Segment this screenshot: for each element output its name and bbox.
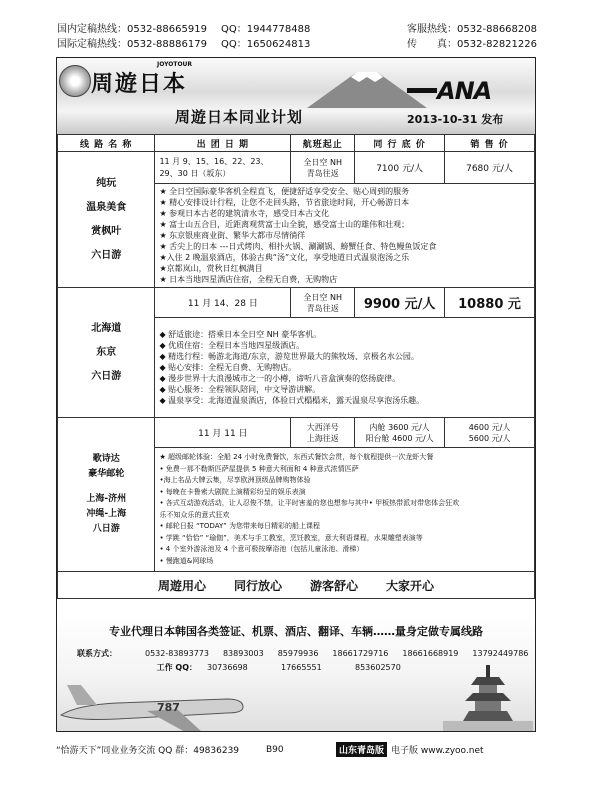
route1-dates: 11 月 9、15、16、22、23、29、30 日（坂东）	[155, 152, 291, 184]
table-header	[58, 135, 535, 152]
route1-details: ★ 全日空国际豪华客机全程直飞，便捷舒适享受安全、贴心周到的服务 ★ 精心安排设计行程，让您不走回头路，节省旅途时间，开心畅游日本 ★ 参观日本古老的建筑清水寺，感受日本古文化 ★ 富士山五合目，近距离观赏富士山全貌，感受富士山的雄伟和壮观； ★ 东京银座商业街、繁华大都市尽情徜徉 ★ 舌尖上的日本 ---日式烤肉、相扑火锅、涮涮锅、螃蟹任食、特色鳗鱼饭定食 ★入住 2 晚温泉酒店，体验古典“汤”文化，享受地道日式温泉泡汤之乐 ★京都岚山，赏秋日红枫满目 ★ 日本当地四星酒店住宿，全程无自费，无购物店	[155, 184, 535, 288]
route2-sale-price: 10880 元	[445, 288, 535, 318]
route2-name: 北海道 东京 六日游	[58, 288, 155, 418]
route3-dates: 11 月 11 日	[155, 418, 291, 448]
logo-sub: JOYOTOUR	[157, 61, 193, 68]
intl-hotline: 国际定稿热线：0532-88886179	[57, 39, 207, 50]
route1-flight: 全日空 NH 青岛往返	[291, 152, 355, 184]
publish-date: 2013-10-31 发布	[407, 113, 504, 126]
logo	[59, 61, 199, 107]
table-row	[58, 418, 535, 448]
publication-edition: 山东青岛版	[336, 742, 387, 757]
services-line: 专业代理日本韩国各类签证、机票、酒店、翻译、车辆……量身定做专属线路	[109, 625, 483, 638]
header-route: 线 路 名 称	[58, 135, 155, 152]
route1-name: 纯玩 温泉美食 赏枫叶 六日游	[58, 152, 155, 288]
route3-details: ★ 超级邮轮体验：全船 24 小时免费餐饮，东西式餐饮会贯，每个航程提供一次龙虾大餐 • 免费一那不勒斯匹萨屋提供 5 种意大利面和 4 种意式浓情匹萨 •海上名品大牌云集，尽享欧洲顶级品牌购物体验 • 每晚在卡鲁索大剧院上演精彩纷呈的娱乐表演 • 各式互动游戏活动，让人忍俊不禁，让平时害羞的您也想参与其中• 甲板热带派对带您体会狂欢 乐不知众乐的意式狂欢 • 邮轮日报 “TODAY” 为您带来每日精彩的船上课程 • 学跳 “恰恰” “瑜伽”，美术与手工教室，烹饪教室，意大利语课程，水果雕塑表演等 • 4 个室外游泳池及 4 个意可极按摩浴池（包括儿童泳池、滑梯） • 慢跑道&网球场	[155, 448, 535, 572]
slogan-2: 同行放心	[233, 578, 282, 593]
airplane-icon	[57, 675, 247, 732]
slogan-1: 周遊用心	[157, 578, 206, 593]
page-number: B90	[266, 744, 284, 755]
plane-text: 787	[157, 701, 180, 714]
banner	[57, 58, 535, 134]
route2-flight: 全日空 NH 青岛往返	[291, 288, 355, 318]
qq-1: QQ：1944778488	[220, 24, 311, 35]
hotlines	[57, 22, 537, 52]
ana-logo: ANA	[437, 77, 492, 105]
slogan-3: 游客舒心	[310, 578, 359, 593]
plan-title: 周遊日本同业计划	[175, 108, 304, 126]
ad-frame	[56, 57, 536, 732]
fax-line: 传 真：0532-82821226	[407, 39, 537, 50]
qq-2: QQ：1650624813	[220, 39, 311, 50]
route3-name: 歌诗达 豪华邮轮 上海-济州 冲绳-上海 八日游	[58, 418, 155, 572]
domestic-hotline: 国内定稿热线：0532-88665919	[57, 24, 207, 35]
contact-info: 联系方式： 0532-83893773 83893003 85979936 18661729716 18661668919 13792449786 工作 QQ： 30736698 17665551 853602570	[77, 649, 529, 672]
qq-group: “恰游天下”同业业务交流 QQ 群：49836239	[56, 746, 240, 756]
mount-fuji-icon	[307, 64, 427, 108]
header-dates: 出 团 日 期	[155, 135, 291, 152]
footer	[56, 742, 536, 757]
slogan-4: 大家开心	[386, 578, 435, 593]
pagoda-icon	[443, 661, 533, 732]
route1-trade-price: 7100 元/人	[355, 152, 445, 184]
bottom-section	[57, 617, 535, 732]
table-row	[58, 288, 535, 318]
table-row	[58, 152, 535, 184]
logo-text: 周遊日本	[91, 71, 188, 97]
route3-trade-price: 内舱 3600 元/人 阳台舱 4600 元/人	[355, 418, 445, 448]
header-flight: 航班起止	[291, 135, 355, 152]
route2-details: ◆ 舒适旅途：搭乘日本全日空 NH 豪华客机。 ◆ 优质住宿：全程日本当地四星级酒店。 ◆ 精选行程：畅游北海道/东京，游览世界最大的熊牧场、京极名水公园。 ◆ 贴心安排：全程无自费、无购物店。 ◆ 漫步世界十大浪漫城市之一的小樽，谛听八音盒演奏的悠扬旋律。 ◆ 贴心服务：全程领队陪同，中文导游讲解。 ◆ 温泉享受：北海道温泉酒店，体验日式榻榻米，露天温泉尽享泡汤乐趣。	[155, 318, 535, 418]
slogan-row	[58, 572, 535, 599]
route3-sale-price: 4600 元/人 5600 元/人	[445, 418, 535, 448]
ana-stripe	[407, 88, 437, 93]
header-sale-price: 销 售 价	[445, 135, 535, 152]
customer-hotline: 客服热线：0532-88668208	[407, 24, 537, 35]
route2-dates: 11 月 14、28 日	[155, 288, 291, 318]
itinerary-table	[57, 134, 535, 599]
sakura-icon	[59, 65, 91, 97]
header-trade-price: 同 行 底 价	[355, 135, 445, 152]
route1-sale-price: 7680 元/人	[445, 152, 535, 184]
route3-ship: 大西洋号 上海往返	[291, 418, 355, 448]
edition-site: 电子版 www.zyoo.net	[391, 746, 484, 756]
route2-trade-price: 9900 元/人	[355, 288, 445, 318]
